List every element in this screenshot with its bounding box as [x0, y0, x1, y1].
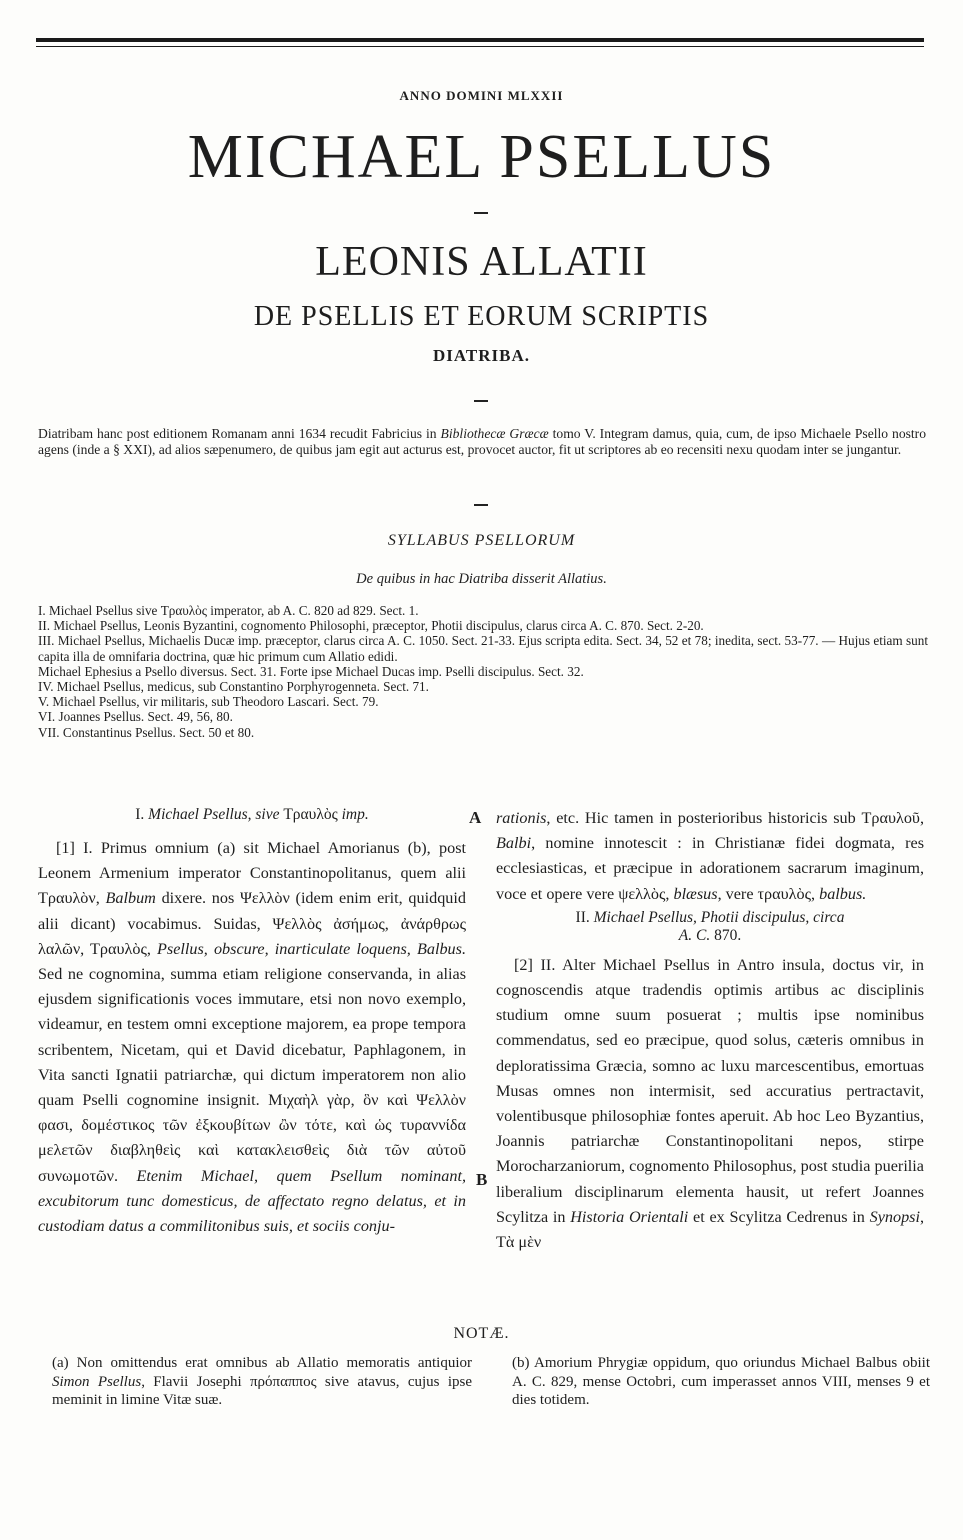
body-italic: Etenim Michael, quem Psellum nominant, excubitorum tunc domesticus, de affectato regno delatus, et in custodiam datus a commilitonibus suis, et sociis conju-: [38, 1166, 466, 1236]
syllabus-item: VI. Joannes Psellus. Sect. 49, 56, 80.: [38, 709, 233, 725]
note-text: , Flavii Josephi πρόπαππος sive atavus, cujus ipse meminit in limine Vitæ suæ.: [52, 1373, 472, 1408]
work-title: LEONIS ALLATII: [315, 239, 648, 285]
syllabus-item: VII. Constantinus Psellus. Sect. 50 et 80.: [38, 724, 255, 740]
body-italic: Synopsi: [869, 1207, 920, 1226]
syllabus-heading: SYLLABUS PSELLORUM: [387, 532, 576, 549]
diatriba-label: DIATRIBA.: [432, 346, 530, 365]
body-text: [2] II. Alter Michael Psellus in Antro insula, doctus vir, in cognoscendis atque tradendis optimis artibus ac disciplinis studium omne suum posuerat ; multis ipse nominibus commendatus, sed eo præcipue, quod solus, cæteris omnibus in deploratissima Græcia, somno ac luxu marcescentibus, emortuas Musas omnes non intermisit, sed accuratius pertractavit, volentibusque philosophiæ fontes aperuit. Ab hoc Leo Byzantius, Joannis patriarchæ Constantinopolitani nepos, stirpe Morocharzaniorum, cognomento Philosophus, post studia puerilia liberalium disciplinarum elementa hausit, ut refert Joannes Scylitza in: [496, 955, 924, 1226]
body-text: , nomine innotescit : in Christianæ fidei dogmata, res ecclesiasticas, et præcipue in adorationem sacrarum imaginum, voce et opere vere ψελλὸς,: [496, 834, 924, 903]
author-title: MICHAEL PSELLUS: [187, 123, 776, 191]
body-text: , Τὰ μὲν: [496, 1207, 925, 1252]
work-subtitle: DE PSELLIS ET EORUM SCRIPTIS: [253, 301, 710, 332]
right-column: [496, 806, 924, 1255]
footnote-b: [512, 1354, 930, 1410]
footnote-a: [52, 1354, 472, 1410]
body-italic: Balbum: [105, 889, 156, 908]
heading-text: 870.: [710, 926, 742, 944]
syllabus-subheading: De quibus in hac Diatriba disserit Allatius.: [356, 571, 607, 587]
body-text: [1] I. Primus omnium (a) sit Michael Amorianus (b), post Leonem Armenium imperator Constantinopolitanus, quem alii Τραυλὸν,: [38, 839, 466, 908]
top-rule-thin: [36, 46, 924, 47]
top-rule-thick: [36, 38, 924, 42]
body-italic: Psellus, obscure, inarticulate loquens, Balbus.: [157, 939, 466, 958]
body-paragraph: [496, 806, 924, 907]
body-italic: balbus.: [819, 884, 867, 903]
syllabus-item: III. Michael Psellus, Michaelis Ducæ imp. præceptor, clarus circa A. C. 1050. Sect. 21-33. Ejus scripta edita. Sect. 34, 52 et 78; inedita, sect. 53-77. — Hujus etiam sunt capita illa de omnifaria doctrina, quæ hic primum cum Allatio edidi.: [38, 633, 928, 664]
heading-text: I.: [135, 806, 149, 823]
heading-text: II.: [575, 908, 594, 926]
intro-book-title: Bibliothecæ Græcæ: [440, 426, 549, 441]
heading-text: A. C.: [678, 926, 711, 944]
intro-text: tomo V. Integram damus, quia, cum, de ipso Michaele Psello nostro agens (inde a § XXI), ad alios sæpenumero, de quibus jam egit aut acturus est, provocet auctor, fit ut scriptores ab eo recensiti nexu quodam inter se jungantur.: [38, 426, 927, 457]
body-text: dixere. nos Ψελλὸν (idem enim erit, quidquid alii dicant) vocabimus. Suidas, Ψελλὸς ἀσήμως, ἀνάρθρως λαλῶν, Τραυλὸς,: [38, 889, 466, 958]
intro-paragraph: [38, 426, 926, 458]
left-column: [38, 806, 466, 1239]
note-text: (b) Amorium Phrygiæ oppidum, quo oriundus Michael Balbus obiit A. C. 829, mense Octobri, cum imperasset annos VIII, menses 9 et dies totidem.: [512, 1355, 930, 1408]
body-italic: rationis: [496, 809, 547, 827]
intro-text: Diatribam hanc post editionem Romanam anni 1634 recudit Fabricius in: [38, 426, 441, 441]
syllabus-item: I. Michael Psellus sive Τραυλὸς imperator, ab A. C. 820 ad 829. Sect. 1.: [38, 603, 419, 618]
body-paragraph: [38, 836, 466, 1239]
body-italic: Balbi: [496, 834, 532, 853]
anno-domini-line: ANNO DOMINI MLXXII: [399, 88, 564, 103]
syllabus-item: Michael Ephesius a Psello diversus. Sect. 31. Forte ipse Michael Ducas imp. Pselli discipulus. Sect. 32.: [38, 663, 584, 679]
separator-dash: [474, 212, 488, 214]
section-heading: [38, 806, 466, 824]
note-text: (a) Non omittendus erat omnibus ab Allatio memoratis antiquior: [52, 1355, 472, 1371]
separator-dash: [474, 504, 488, 506]
heading-greek: Τραυλὸς: [279, 806, 342, 823]
body-italic: blæsus: [673, 884, 718, 903]
heading-text: Michael Psellus, Photii discipulus, circa: [593, 908, 845, 926]
heading-text: Michael Psellus, sive: [148, 806, 280, 823]
syllabus-item: IV. Michael Psellus, medicus, sub Constantino Porphyrogenneta. Sect. 71.: [38, 679, 429, 695]
body-text: , etc. Hic tamen in posterioribus historicis sub Τραυλοῦ,: [546, 809, 924, 827]
notes-heading: NOTÆ.: [453, 1325, 510, 1342]
section-heading: [496, 909, 924, 945]
body-text: Sed ne cognomina, summa etiam religione conservanda, in alias ejusdem significationis voces immutare, etsi non novo exemplo, videamur, en testem omni exceptione majorem, ea prope tempora scribentem, Nicetam, qui et David dicebatur, Paphlagonem, in Vita sancti Ignatii patriarchæ, qui dictum imperatorem non alio quam Pselli cognomine insignit. Μιχαὴλ γὰρ, ὃν καὶ Ψελλὸν φασι, δομέστικος τῶν ἐξκουβίτων ὢν τότε, καὶ ὡς τυραννίδα μελετῶν διαβληθεὶς καὶ κατακλεισθεὶς διὰ τῶν αὐτοῦ συνωμοτῶν.: [38, 965, 466, 1185]
syllabus-list: [38, 603, 928, 740]
separator-dash: [474, 400, 488, 402]
syllabus-item: V. Michael Psellus, vir militaris, sub Theodoro Lascari. Sect. 79.: [38, 694, 379, 710]
heading-text: imp.: [341, 806, 369, 823]
margin-marker-a: A: [469, 808, 482, 827]
margin-marker-b: B: [476, 1170, 488, 1189]
body-text: et ex Scylitza Cedrenus in: [688, 1207, 870, 1226]
body-text: , vere τραυλὸς,: [717, 884, 820, 903]
syllabus-item: II. Michael Psellus, Leonis Byzantini, cognomento Philosophi, præceptor, Photii discipulus, clarus circa A. C. 870. Sect. 2-20.: [38, 618, 704, 634]
body-paragraph: [496, 953, 924, 1255]
body-italic: Historia Orientali: [570, 1207, 689, 1226]
note-italic: Simon Psellus: [52, 1373, 142, 1390]
